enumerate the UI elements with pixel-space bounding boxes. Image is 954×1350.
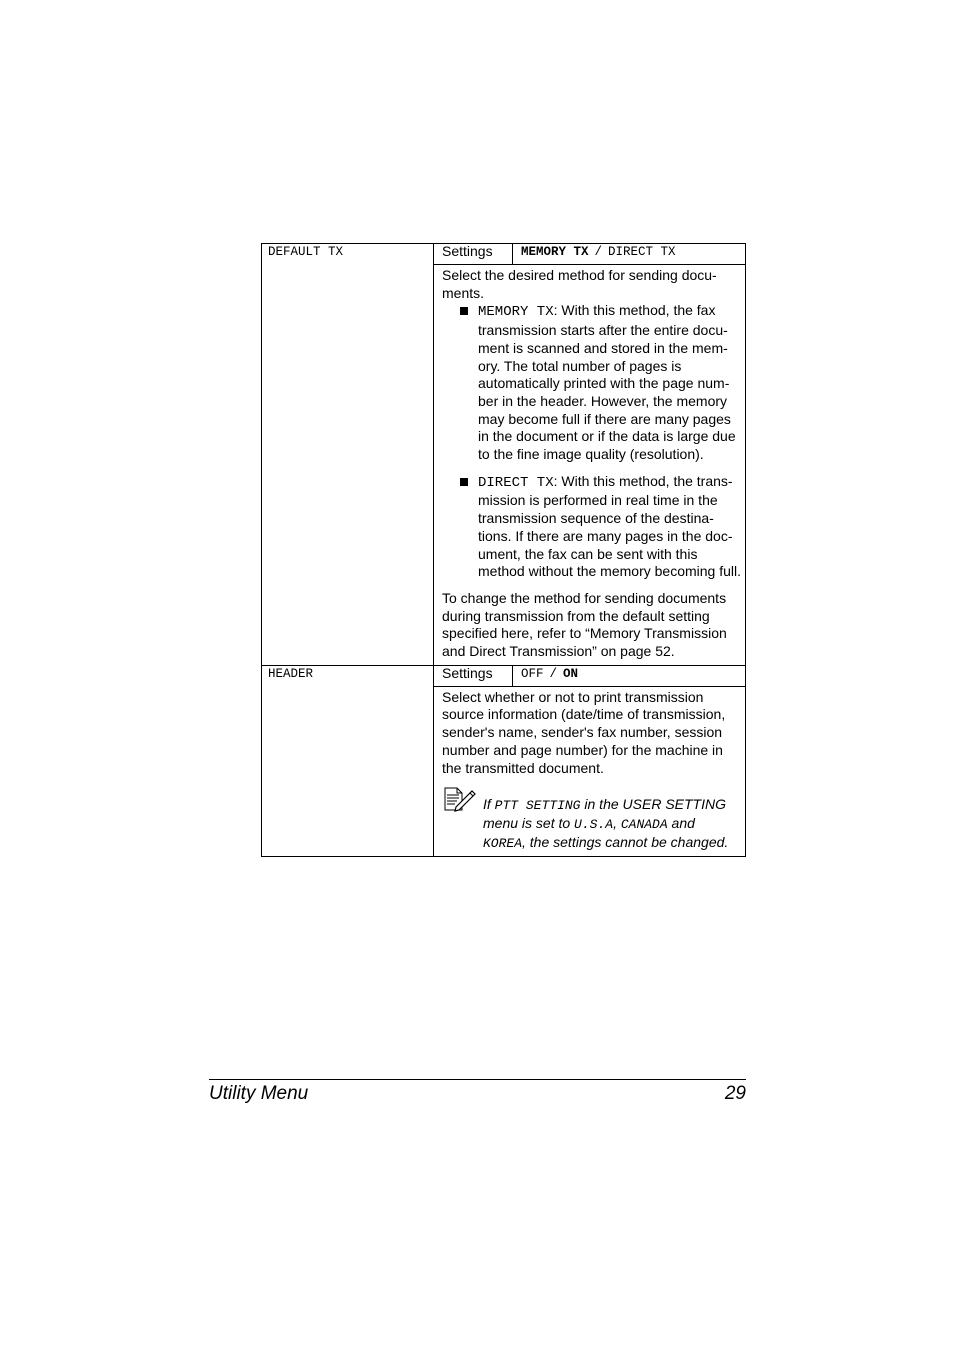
setting-value-default: ON <box>563 666 579 681</box>
note <box>442 796 741 852</box>
intro-text: Select whether or not to print transmission source information (date/time of transmission, sender's name, sender's fax number, session number and page number) for the machine in the transmitted document. <box>442 688 726 776</box>
value-separator: / <box>549 666 558 681</box>
bullet-list <box>442 302 741 581</box>
footer-rule <box>209 1079 746 1080</box>
list-item <box>460 302 741 463</box>
item-name: DEFAULT TX <box>268 245 344 259</box>
bullet-text: : With this method, the trans-mission is performed in real time in the transmission sequence of the destina-tions. If there are many pages in the doc-ument, the fax can be sent with this method without the memory becoming full. <box>478 472 742 580</box>
page-number: 29 <box>724 1083 746 1104</box>
outro-text: To change the method for sending documents during transmission from the default setting specified here, refer to “Memory Transmission and Direct Transmission” on page 52. <box>442 589 727 660</box>
settings-label: Settings <box>434 666 513 686</box>
note-code: KOREA <box>483 835 523 851</box>
list-item <box>460 473 741 581</box>
table-row <box>262 244 746 666</box>
settings-label: Settings <box>434 244 513 264</box>
footer-title: Utility Menu <box>209 1083 309 1104</box>
setting-value: OFF <box>521 666 544 681</box>
item-description <box>434 687 745 857</box>
note-text: and <box>667 814 695 831</box>
square-bullet-icon <box>460 478 468 486</box>
note-text: , the settings cannot be changed. <box>522 833 729 850</box>
settings-values <box>513 244 676 264</box>
square-bullet-icon <box>460 307 468 315</box>
settings-bar <box>434 244 745 265</box>
note-pencil-icon <box>444 786 476 812</box>
settings-table <box>261 243 746 857</box>
settings-bar <box>434 666 745 687</box>
note-code: PTT SETTING <box>494 798 581 814</box>
bullet-term: MEMORY TX <box>478 304 554 321</box>
note-code: CANADA <box>620 816 668 832</box>
note-code: U.S.A <box>574 816 614 832</box>
bullet-text: : With this method, the fax transmission starts after the entire docu-ment is scanned and stored in the mem-ory. The total number of pages is automatically printed with the page num-ber in the header. However, the memory may become full if there are many pages in the document or if the data is large due to the fine image quality (resolution). <box>478 302 736 463</box>
note-text: If <box>483 796 495 813</box>
setting-value: DIRECT TX <box>608 245 676 259</box>
item-name: HEADER <box>268 666 314 681</box>
settings-values <box>513 666 578 686</box>
note-text: in the USER SETTING menu is set to <box>483 796 726 831</box>
table-row <box>262 665 746 857</box>
setting-value-default: MEMORY TX <box>521 245 589 259</box>
value-separator: / <box>594 245 603 259</box>
item-description <box>434 265 745 665</box>
intro-text: Select the desired method for sending docu-ments. <box>442 267 717 301</box>
note-text: , <box>613 814 621 831</box>
bullet-term: DIRECT TX <box>478 474 554 491</box>
